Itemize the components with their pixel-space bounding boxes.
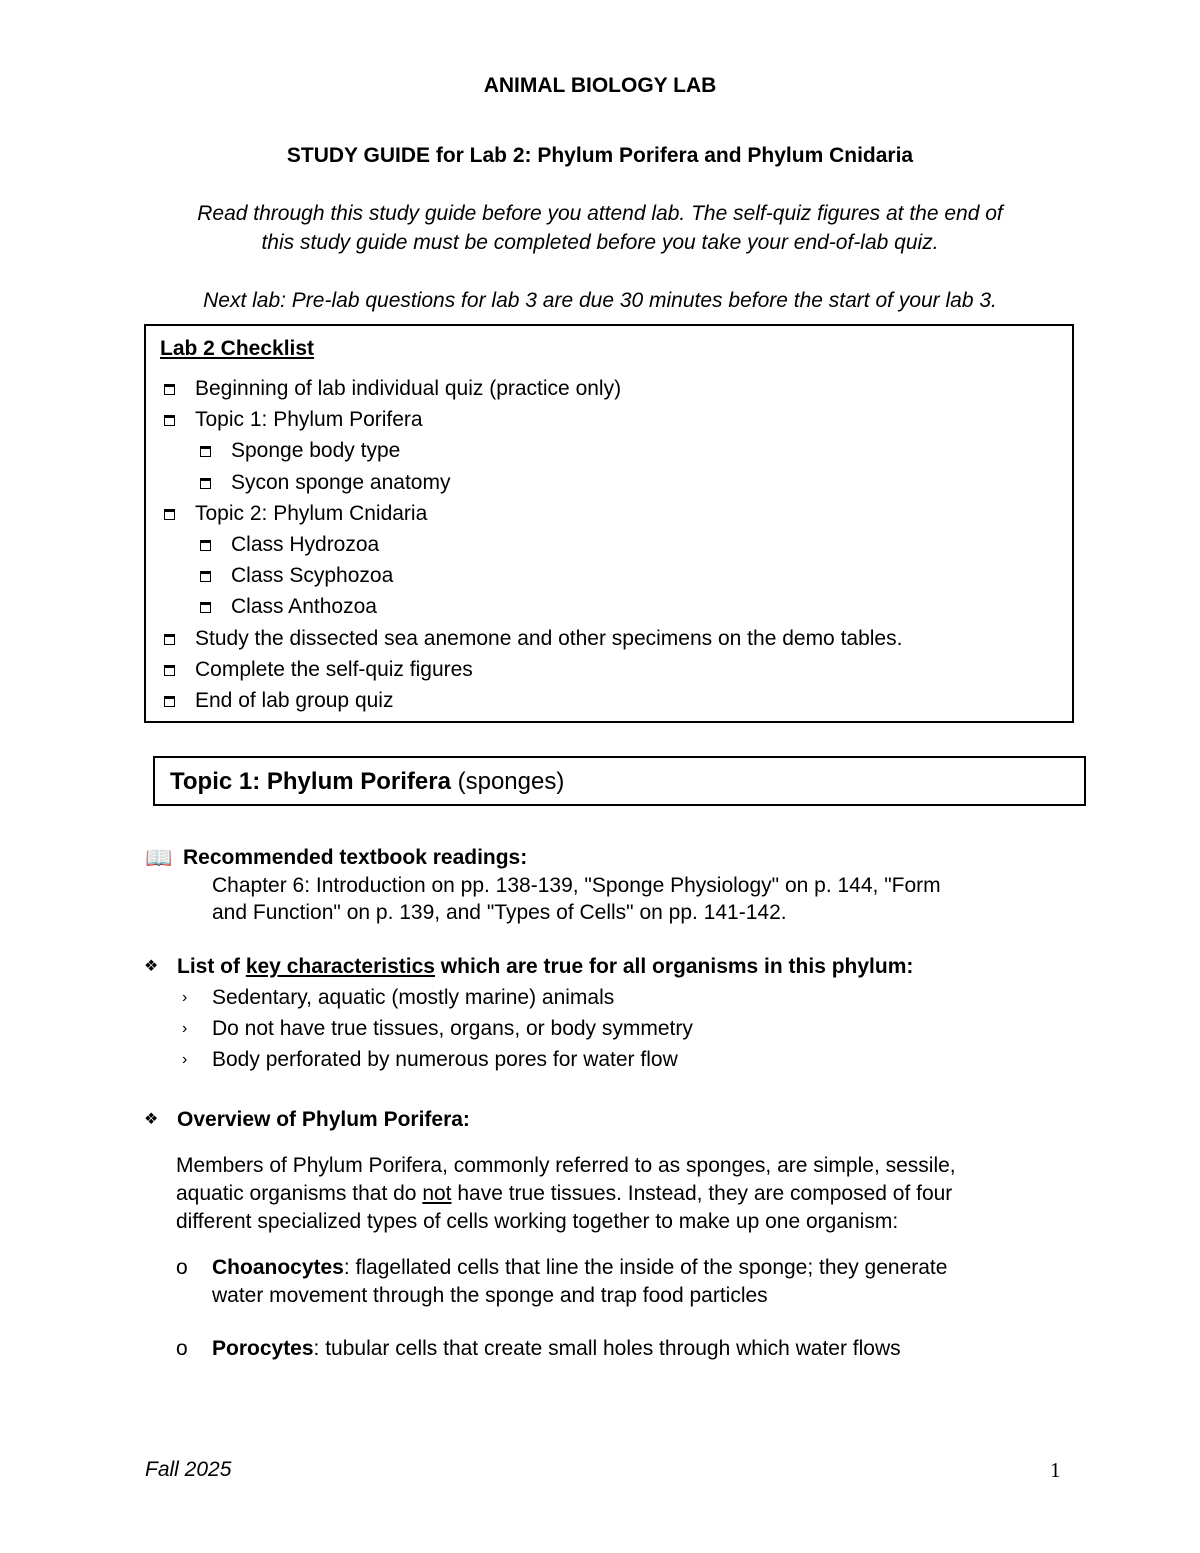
checkbox[interactable]	[164, 696, 175, 707]
checklist-item: Class Anthozoa	[231, 595, 377, 619]
checkbox[interactable]	[200, 540, 211, 551]
circle-bullet-icon: o	[176, 1337, 188, 1360]
key-heading-post: which are true for all organisms in this phylum:	[434, 955, 914, 978]
next-lab-note: Next lab: Pre-lab questions for lab 3 are due 30 minutes before the start of your lab 3.	[203, 289, 997, 312]
checklist-item: Study the dissected sea anemone and other specimens on the demo tables.	[195, 626, 903, 650]
characteristic-item: Do not have true tissues, organs, or body symmetry	[212, 1017, 693, 1040]
checkbox[interactable]	[164, 634, 175, 645]
checklist-item: Topic 2: Phylum Cnidaria	[195, 501, 428, 525]
intro-line-2: this study guide must be completed before you take your end-of-lab quiz.	[261, 231, 939, 254]
topic-1-title: Topic 1: Phylum Porifera	[170, 768, 451, 795]
doc-title: ANIMAL BIOLOGY LAB	[483, 74, 717, 97]
checkbox[interactable]	[200, 571, 211, 582]
checklist-item: Class Scyphozoa	[231, 564, 394, 588]
key-heading-underlined: key characteristics	[245, 955, 435, 978]
checklist-item: Beginning of lab individual quiz (practice only)	[195, 377, 622, 400]
checklist-item: Complete the self-quiz figures	[195, 657, 473, 681]
intro-line-1: Read through this study guide before you attend lab. The self-quiz figures at the end of	[197, 202, 1003, 225]
cell-type-desc-cont: water movement through the sponge and trap food particles	[212, 1284, 768, 1307]
characteristic-item: Sedentary, aquatic (mostly marine) animals	[212, 986, 615, 1009]
chevron-right-icon: ›	[182, 1051, 188, 1068]
emphasis-not: not	[422, 1182, 452, 1205]
cell-type-name: Porocytes	[212, 1337, 314, 1360]
checklist-item: Sponge body type	[231, 439, 401, 463]
overview-para-line-3: different specialized types of cells working together to make up one organism:	[176, 1210, 899, 1233]
key-heading-pre: List of	[177, 955, 246, 978]
chevron-right-icon: ›	[182, 1020, 188, 1037]
overview-para-line-2: aquatic organisms that do	[176, 1182, 423, 1205]
topic-1-header	[153, 756, 1086, 806]
checkbox[interactable]	[164, 384, 175, 395]
characteristic-item: Body perforated by numerous pores for water flow	[212, 1048, 678, 1071]
footer-term: Fall 2025	[145, 1458, 232, 1481]
overview-heading: Overview of Phylum Porifera:	[177, 1108, 470, 1131]
circle-bullet-icon: o	[176, 1256, 188, 1279]
checklist-item: End of lab group quiz	[195, 689, 394, 712]
checkbox[interactable]	[200, 446, 211, 457]
checklist-item: Topic 1: Phylum Porifera	[195, 408, 423, 432]
overview-para-line-2-end: have true tissues. Instead, they are composed of four	[451, 1182, 953, 1205]
readings-line-1: Chapter 6: Introduction on pp. 138-139, "Sponge Physiology" on p. 144, "Form	[212, 874, 941, 897]
checklist-item: Sycon sponge anatomy	[231, 470, 451, 494]
diamond-bullet-icon: ❖	[144, 958, 159, 975]
cell-type-name: Choanocytes	[212, 1256, 344, 1279]
readings-heading: Recommended textbook readings:	[183, 846, 528, 869]
checkbox[interactable]	[200, 478, 211, 489]
readings-line-2: and Function" on p. 139, and "Types of Cells" on pp. 141-142.	[212, 901, 787, 924]
overview-para-line-1: Members of Phylum Porifera, commonly referred to as sponges, are simple, sessile,	[176, 1154, 956, 1177]
cell-type-desc: : tubular cells that create small holes through which water flows	[313, 1337, 901, 1360]
checklist-box	[144, 324, 1074, 723]
checkbox[interactable]	[164, 415, 175, 426]
checkbox[interactable]	[164, 665, 175, 676]
topic-1-subtitle: (sponges)	[450, 768, 565, 795]
diamond-bullet-icon: ❖	[144, 1111, 159, 1128]
checkbox[interactable]	[200, 602, 211, 613]
checklist-title: Lab 2 Checklist	[160, 337, 315, 360]
chevron-right-icon: ›	[182, 989, 188, 1006]
doc-subtitle: STUDY GUIDE for Lab 2: Phylum Porifera and Phylum Cnidaria	[286, 144, 914, 167]
checklist-item: Class Hydrozoa	[231, 533, 380, 556]
checkbox[interactable]	[164, 509, 175, 520]
book-icon: 📖	[145, 845, 173, 870]
cell-type-desc: : flagellated cells that line the inside of the sponge; they generate	[343, 1256, 948, 1279]
page-number: 1	[1050, 1458, 1061, 1482]
